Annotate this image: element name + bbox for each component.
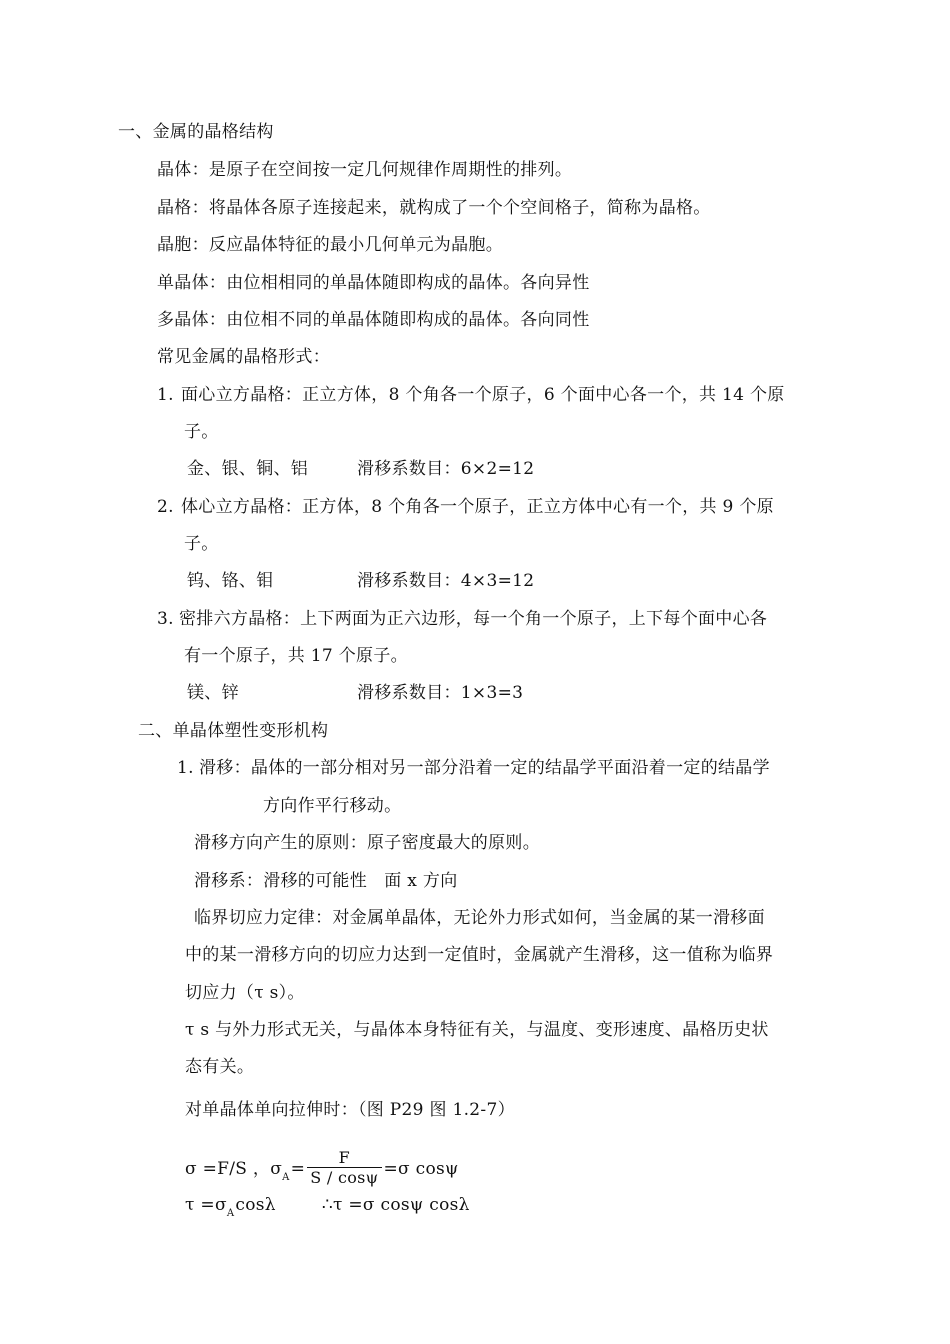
lattice-item-2 xyxy=(157,496,774,518)
slip-direction-principle: 滑移方向产生的原则：原子密度最大的原则。 xyxy=(194,833,540,853)
slip-system: 滑移系：滑移的可能性 面 x 方向 xyxy=(194,871,458,891)
critical-shear-law-line-1: 临界切应力定律：对金属单晶体，无论外力形式如何，当金属的某一滑移面 xyxy=(194,908,765,928)
formula-part: cosλ xyxy=(235,1195,276,1215)
single-crystal-definition: 单晶体：由位相相同的单晶体随即构成的晶体。各向异性 xyxy=(157,273,590,293)
list-number: 1. xyxy=(177,758,194,778)
subscript: A xyxy=(226,1208,235,1219)
lattice-item-3 xyxy=(157,608,767,630)
lattice-item-1-slip-count: 滑移系数目：6×2=12 xyxy=(357,459,535,479)
lattice-item-1-metals: 金、银、铜、铝 xyxy=(187,459,309,479)
formula-sigma xyxy=(185,1150,459,1189)
lattice-item-2-slip-count: 滑移系数目：4×3=12 xyxy=(357,571,535,591)
critical-shear-law-line-2: 中的某一滑移方向的切应力达到一定值时，金属就产生滑移，这一值称为临界 xyxy=(185,945,774,965)
tau-dependence-line-1: τ s 与外力形式无关，与晶体本身特征有关，与温度、变形速度、晶格历史状 xyxy=(185,1020,769,1040)
list-item-text: 密排六方晶格：上下两面为正六边形，每一个角一个原子，上下每个面中心各 xyxy=(179,609,768,629)
lattice-item-3-slip-count: 滑移系数目：1×3=3 xyxy=(357,683,524,703)
fraction xyxy=(307,1148,381,1187)
list-number: 3. xyxy=(157,609,174,629)
formula-part: τ =σ xyxy=(185,1195,227,1215)
common-lattice-heading: 常见金属的晶格形式： xyxy=(157,347,330,367)
list-item-text: 滑移：晶体的一部分相对另一部分沿着一定的结晶学平面沿着一定的结晶学 xyxy=(199,758,770,778)
fraction-numerator: F xyxy=(307,1148,381,1168)
formula-part: = xyxy=(290,1159,306,1179)
list-number: 1. xyxy=(157,385,174,405)
list-item-text: 体心立方晶格：正方体，8 个角各一个原子，正立方体中心有一个，共 9 个原 xyxy=(181,497,774,517)
section-1-heading: 一、金属的晶格结构 xyxy=(118,122,274,142)
lattice-item-3-metals: 镁、锌 xyxy=(187,683,239,703)
fraction-denominator: S / cosψ xyxy=(310,1168,379,1187)
critical-shear-law-line-3: 切应力（τ s）。 xyxy=(185,983,305,1003)
formula-part: ∴τ =σ cosψ cosλ xyxy=(321,1195,470,1215)
lattice-definition: 晶格：将晶体各原子连接起来，就构成了一个个空间格子，简称为晶格。 xyxy=(157,198,711,218)
list-item-text: 面心立方晶格：正立方体，8 个角各一个原子，6 个面中心各一个，共 14 个原 xyxy=(181,385,785,405)
section-2-heading: 二、单晶体塑性变形机构 xyxy=(138,721,329,741)
formula-part: =σ cosψ xyxy=(383,1159,459,1179)
formula-tau xyxy=(185,1194,470,1219)
unit-cell-definition: 晶胞：反应晶体特征的最小几何单元为晶胞。 xyxy=(157,235,503,255)
slip-definition-continuation: 方向作平行移动。 xyxy=(263,796,402,816)
subscript: A xyxy=(282,1172,290,1183)
lattice-item-1-continuation: 子。 xyxy=(184,422,219,442)
lattice-item-3-continuation: 有一个原子，共 17 个原子。 xyxy=(184,646,408,666)
crystal-definition: 晶体：是原子在空间按一定几何规律作周期性的排列。 xyxy=(157,160,573,180)
slip-definition xyxy=(177,757,770,779)
formula-part: σ =F/S ，σ xyxy=(185,1159,283,1179)
lattice-item-2-metals: 钨、铬、钼 xyxy=(187,571,274,591)
uniaxial-tension-note: 对单晶体单向拉伸时：（图 P29 图 1.2-7） xyxy=(185,1100,515,1120)
lattice-item-1 xyxy=(157,384,785,406)
tau-dependence-line-2: 态有关。 xyxy=(185,1057,255,1077)
list-number: 2. xyxy=(157,497,174,517)
lattice-item-2-continuation: 子。 xyxy=(184,534,219,554)
polycrystal-definition: 多晶体：由位相不同的单晶体随即构成的晶体。各向同性 xyxy=(157,310,590,330)
